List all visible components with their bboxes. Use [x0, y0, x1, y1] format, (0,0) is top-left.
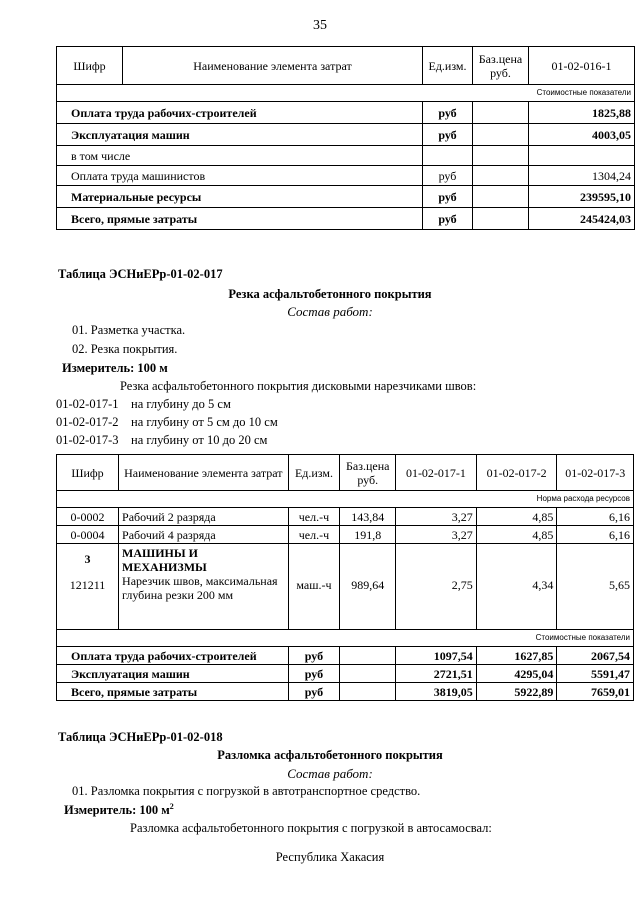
variant-text: на глубину от 10 до 20 см: [131, 433, 268, 447]
row-base: [473, 146, 529, 166]
worker-code: 0-0004: [57, 526, 119, 544]
table-title-018: Таблица ЭСНиЕРр-01-02-018: [58, 730, 223, 744]
header-unit: Ед.изм.: [288, 455, 340, 491]
worker-base: 191,8: [340, 526, 396, 544]
cost-base: [340, 665, 396, 683]
cost-name: Всего, прямые затраты: [57, 683, 289, 701]
cost-base: [340, 647, 396, 665]
row-base: [473, 102, 529, 124]
machine-base: 989,64: [340, 544, 396, 630]
cost-v1: 1097,54: [396, 647, 477, 665]
machine-v2: 4,34: [476, 544, 557, 630]
composition-label-018: Состав работ:: [287, 766, 373, 781]
header-column-017-1: 01-02-017-1: [396, 455, 477, 491]
cost-v2: 1627,85: [476, 647, 557, 665]
work-item: 01. Разметка участка.: [72, 323, 186, 337]
variant-code: 01-02-017-1: [56, 397, 119, 411]
table-title-017: Таблица ЭСНиЕРр-01-02-017: [58, 267, 223, 281]
cost-indicators-label: Стоимостные показатели: [57, 630, 634, 647]
variant-code: 01-02-017-3: [56, 433, 119, 447]
variant-code: 01-02-017-2: [56, 415, 119, 429]
cost-unit: руб: [288, 683, 340, 701]
row-unit: [423, 146, 473, 166]
cost-unit: руб: [288, 647, 340, 665]
header-column-017-2: 01-02-017-2: [476, 455, 557, 491]
row-name: Эксплуатация машин: [57, 124, 423, 146]
worker-code: 0-0002: [57, 508, 119, 526]
header-code: Шифр: [57, 47, 123, 85]
header-code: Шифр: [57, 455, 119, 491]
cost-table-01-02-016: [56, 46, 635, 230]
row-value: 239595,10: [529, 186, 635, 208]
composition-label-017: Состав работ:: [287, 304, 373, 319]
section-subtitle-017: Резка асфальтобетонного покрытия: [228, 287, 432, 301]
row-unit: руб: [423, 208, 473, 230]
machine-unit: маш.-ч: [288, 544, 340, 630]
cost-v3: 2067,54: [557, 647, 634, 665]
row-value: [529, 146, 635, 166]
cost-unit: руб: [288, 665, 340, 683]
row-value: 245424,03: [529, 208, 635, 230]
machines-group-title: МАШИНЫ И МЕХАНИЗМЫ: [122, 546, 207, 574]
header-base-price: Баз.цена руб.: [340, 455, 396, 491]
variant-text: на глубину от 5 см до 10 см: [131, 415, 278, 429]
cost-indicators-label: Стоимостные показатели: [57, 85, 635, 102]
row-unit: руб: [423, 166, 473, 186]
cost-v1: 3819,05: [396, 683, 477, 701]
cost-v3: 5591,47: [557, 665, 634, 683]
row-value: 4003,05: [529, 124, 635, 146]
worker-v2: 4,85: [476, 508, 557, 526]
cost-name: Эксплуатация машин: [57, 665, 289, 683]
row-base: [473, 124, 529, 146]
worker-name: Рабочий 2 разряда: [119, 508, 289, 526]
meter-label-018: [64, 802, 174, 818]
row-base: [473, 166, 529, 186]
row-name: Оплата труда рабочих-строителей: [57, 102, 423, 124]
work-item: 02. Резка покрытия.: [72, 342, 178, 356]
header-unit: Ед.изм.: [423, 47, 473, 85]
row-base: [473, 208, 529, 230]
cost-name: Оплата труда рабочих-строителей: [57, 647, 289, 665]
page-number: 35: [313, 18, 327, 33]
description-017: Резка асфальтобетонного покрытия дисковыми нарезчиками швов:: [120, 379, 477, 393]
header-column-016-1: 01-02-016-1: [529, 47, 635, 85]
cost-v2: 4295,04: [476, 665, 557, 683]
worker-name: Рабочий 4 разряда: [119, 526, 289, 544]
machine-v1: 2,75: [396, 544, 477, 630]
worker-v2: 4,85: [476, 526, 557, 544]
cost-base: [340, 683, 396, 701]
meter-text: Измеритель: 100 м: [64, 803, 170, 818]
worker-base: 143,84: [340, 508, 396, 526]
cost-v1: 2721,51: [396, 665, 477, 683]
header-name: Наименование элемента затрат: [123, 47, 423, 85]
row-name: Всего, прямые затраты: [57, 208, 423, 230]
cost-v3: 7659,01: [557, 683, 634, 701]
worker-unit: чел.-ч: [288, 508, 340, 526]
row-value: 1825,88: [529, 102, 635, 124]
row-unit: руб: [423, 102, 473, 124]
meter-superscript: 2: [169, 802, 174, 811]
row-name: Материальные ресурсы: [57, 186, 423, 208]
cost-v2: 5922,89: [476, 683, 557, 701]
worker-v1: 3,27: [396, 508, 477, 526]
header-column-017-3: 01-02-017-3: [557, 455, 634, 491]
header-name: Наименование элемента затрат: [119, 455, 289, 491]
worker-v3: 6,16: [557, 526, 634, 544]
row-base: [473, 186, 529, 208]
row-unit: руб: [423, 186, 473, 208]
section-subtitle-018: Разломка асфальтобетонного покрытия: [217, 748, 443, 762]
machine-code-cell: [57, 544, 119, 630]
machine-v3: 5,65: [557, 544, 634, 630]
footer-region: Республика Хакасия: [275, 850, 385, 864]
machine-code: 121211: [69, 578, 106, 592]
worker-v3: 6,16: [557, 508, 634, 526]
header-base-price: Баз.цена руб.: [473, 47, 529, 85]
row-unit: руб: [423, 124, 473, 146]
machine-name: Нарезчик швов, максимальная глубина резки 200 мм: [122, 574, 278, 602]
resource-table-01-02-017: [56, 454, 634, 701]
worker-v1: 3,27: [396, 526, 477, 544]
row-name: в том числе: [57, 146, 423, 166]
row-value: 1304,24: [529, 166, 635, 186]
description-018: Разломка асфальтобетонного покрытия с погрузкой в автосамосвал:: [130, 821, 492, 835]
machines-group-code: 3: [84, 552, 91, 566]
work-item: 01. Разломка покрытия с погрузкой в автотранспортное средство.: [72, 784, 421, 798]
worker-unit: чел.-ч: [288, 526, 340, 544]
machine-name-cell: [119, 544, 289, 630]
norm-label: Норма расхода ресурсов: [57, 491, 634, 508]
meter-label-017: Измеритель: 100 м: [62, 361, 168, 375]
variant-text: на глубину до 5 см: [131, 397, 231, 411]
row-name: Оплата труда машинистов: [57, 166, 423, 186]
